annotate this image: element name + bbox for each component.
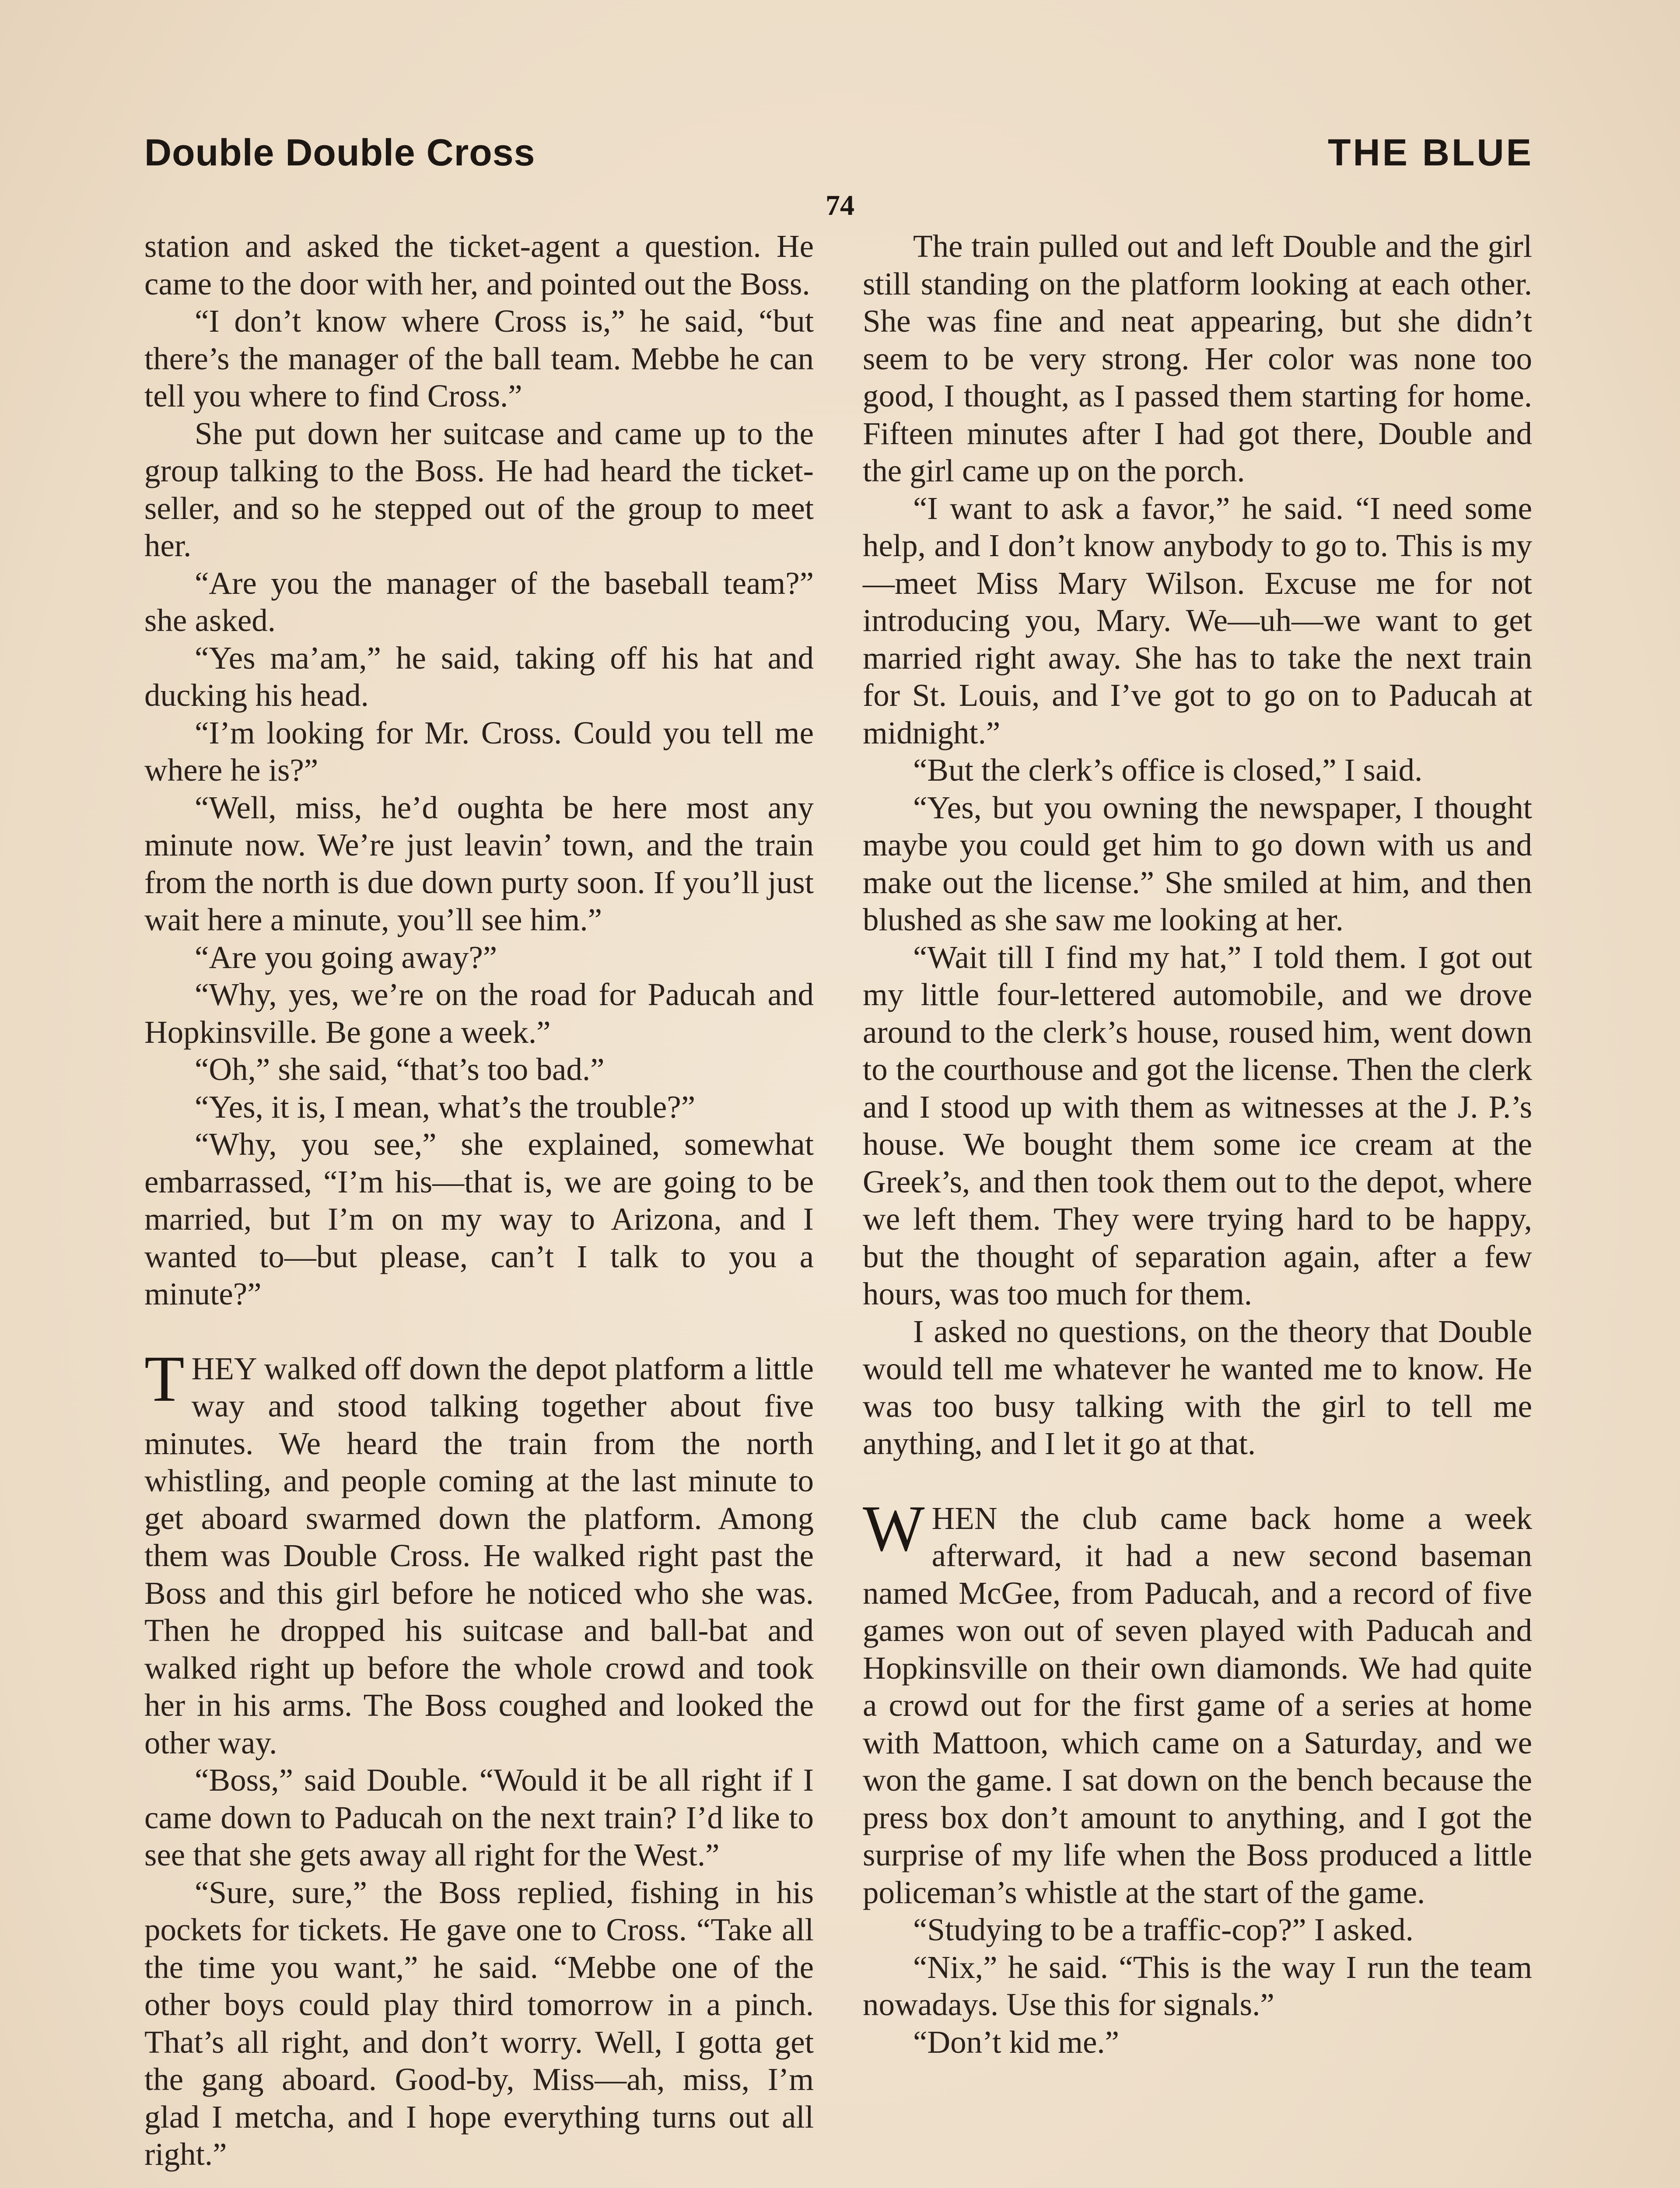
right-column [863,228,1532,2061]
paragraph: “Why, you see,” she explained, somewhat embarrassed, “I’m his—that is, we are going to be married, but I’m on my way to Arizona, and I wanted to—but please, can’t I talk to you a minute?” [144,1126,814,1311]
paragraph: She put down her suitcase and came up to the group talking to the Boss. He had heard the ticket-seller, and so he stepped out of the group to meet her. [144,415,814,563]
magazine-name: THE BLUE [1328,132,1533,174]
paragraph: station and asked the ticket-agent a question. He came to the door with her, and pointed out the Boss. [144,228,814,302]
paragraph: “Boss,” said Double. “Would it be all right if I came down to Paducah on the next train? I’d like to see that she gets away all right for the West.” [144,1762,814,1872]
left-column [144,228,814,2173]
paragraph: “Nix,” he said. “This is the way I run the team nowadays. Use this for signals.” [863,1949,1532,2022]
paragraph: “Don’t kid me.” [913,2024,1120,2060]
paragraph: “Yes, it is, I mean, what’s the trouble?” [195,1089,696,1125]
paragraph: “Studying to be a traffic-cop?” I asked. [913,1912,1414,1947]
paragraph: “Are you going away?” [195,939,497,975]
paragraph-text: HEY walked off down the depot platform a little way and stood talking together about five minutes. We heard the train from the north whistling, and people coming at the last minute to get aboard swarmed down the platform. Among them was Double Cross. He walked right past the Boss and this girl before he noticed who she was. Then he dropped his suitcase and ball-bat and walked right up before the whole crowd and took her in his arms. The Boss coughed and looked the other way. [144,1350,814,1760]
paragraph: “I don’t know where Cross is,” he said, “but there’s the manager of the ball team. Mebbe he can tell you where to find Cross.” [144,303,814,414]
drop-cap: W [863,1492,925,1565]
paragraph: “Well, miss, he’d oughta be here most any minute now. We’re just leavin’ town, and the train from the north is due down purty soon. If you’ll just wait here a minute, you’ll see him.” [144,789,814,937]
paragraph-text: HEN the club came back home a week afterward, it had a new second baseman named McGee, from Paducah, and a record of five games won out of seven played with Paducah and Hopkinsville on their own diamonds. We had quite a crowd out for the first game of a series at home with Mattoon, which came on a Saturday, and we won the game. I sat down on the bench because the press box don’t amount to anything, and I got the surprise of my life when the Boss produced a little policeman’s whistle at the start of the game. [863,1500,1532,1910]
paragraph: “Yes ma’am,” he said, taking off his hat and ducking his head. [144,640,814,713]
paragraph: “Sure, sure,” the Boss replied, fishing in his pockets for tickets. He gave one to Cross. “Take all the time you want,” he said. “Mebbe one of the other boys could play third tomorrow in a pinch. That’s all right, and don’t worry. Well, I gotta get the gang aboard. Good-by, Miss—ah, miss, I’m glad I metcha, and I hope everything turns out all right.” [144,1874,814,2172]
paragraph: “I want to ask a favor,” he said. “I need some help, and I don’t know anybody to go to. This is my—meet Miss Mary Wilson. Excuse me for not introducing you, Mary. We—uh—we want to get married right away. She has to take the next train for St. Louis, and I’ve got to go on to Paducah at midnight.” [863,490,1532,750]
paragraph: “Are you the manager of the baseball team?” she asked. [144,565,814,638]
section-paragraph [863,1492,1532,1911]
drop-cap: T [144,1342,185,1415]
paragraph: I asked no questions, on the theory that Double would tell me whatever he wanted me to know. He was too busy talking with the girl to tell me anything, and I let it go at that. [863,1313,1532,1461]
section-paragraph [144,1342,814,1762]
page-header [144,131,1533,188]
story-title: Double Double Cross [144,132,536,174]
paragraph: “But the clerk’s office is closed,” I said. [913,752,1423,788]
page-number: 74 [826,189,854,221]
paragraph: “Oh,” she said, “that’s too bad.” [195,1052,605,1087]
paragraph: “Wait till I find my hat,” I told them. I got out my little four-lettered automobile, and we drove around to the clerk’s house, roused him, went down to the courthouse and got the license. Then the clerk and I stood up with them as witnesses at the J. P.’s house. We bought them some ice cream at the Greek’s, and then took them out to the depot, where we left them. They were trying hard to be happy, but the thought of separation again, after a few hours, was too much for them. [863,939,1532,1311]
paragraph: “I’m looking for Mr. Cross. Could you tell me where he is?” [144,715,814,788]
paragraph: The train pulled out and left Double and the girl still standing on the platform looking at each other. She was fine and neat appearing, but she didn’t seem to be very strong. Her color was none too good, I thought, as I passed them starting for home. Fifteen minutes after I had got there, Double and the girl came up on the porch. [863,228,1532,488]
paragraph: “Yes, but you owning the newspaper, I thought maybe you could get him to go down with us and make out the license.” She smiled at him, and then blushed as she saw me looking at her. [863,789,1532,937]
paragraph: “Why, yes, we’re on the road for Paducah and Hopkinsville. Be gone a week.” [144,977,814,1050]
